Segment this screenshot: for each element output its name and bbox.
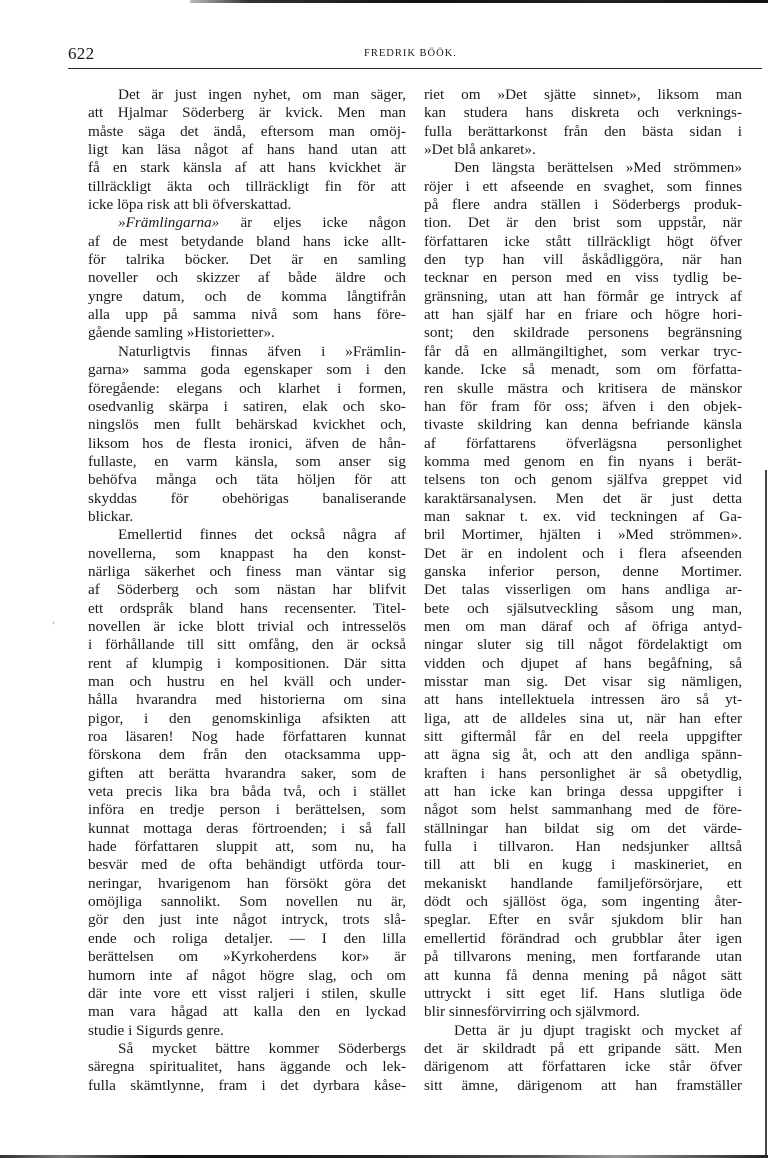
text-line: Detta är ju djupt tragiskt och mycket af bbox=[454, 1021, 742, 1039]
text-line: ställningar han bildat sig om det värde- bbox=[424, 819, 742, 837]
text-line: neringar, hvarigenom han försökt göra det bbox=[88, 874, 406, 892]
text-line: att ägna sig åt, och att den andliga spänn- bbox=[424, 746, 742, 764]
text-line: att kunna få denna mening på något sätt bbox=[424, 966, 742, 984]
text-column-right bbox=[424, 86, 742, 1095]
text-line: ganska inferior person, denne Mortimer. bbox=[424, 562, 742, 580]
text-line: på tillvarons mening, men fortfarande utan bbox=[424, 948, 742, 966]
text-line: man vara hågad att kalla den en lyckad bbox=[88, 1003, 406, 1021]
running-head: FREDRIK BÖÖK. bbox=[364, 48, 457, 59]
text-line: kraften i hans personlighet är så obetydlig, bbox=[424, 764, 742, 782]
text-line: mekaniskt handlande familjeförsörjare, ett bbox=[424, 874, 742, 892]
text-line: Emellertid finnes det också några af bbox=[118, 526, 406, 544]
text-line: fulla skämtlynne, fram i det dyrbara kåse- bbox=[88, 1076, 406, 1094]
text-line: där inte vore ett visst raljeri i stilen, skulle bbox=[88, 984, 406, 1002]
text-line: berättelsen om »Kyrkoherdens kor» är bbox=[88, 948, 406, 966]
text-line: det är skildradt på ett gripande sätt. Men bbox=[424, 1039, 742, 1057]
text-line: rent af klumpig i kompositionen. Där sitta bbox=[88, 654, 406, 672]
text-line: att hans intellektuela intressen äro så yt- bbox=[424, 691, 742, 709]
text-line: veta precis lika bra båda två, och i stället bbox=[88, 783, 406, 801]
text-line: osedvanlig skärpa i satiren, elak och sko- bbox=[88, 397, 406, 415]
text-line: omöjliga sannolikt. Som novellen nu är, bbox=[88, 893, 406, 911]
margin-mark: ‹ bbox=[52, 618, 55, 627]
text-line: tivaste skildring kan denna befriande känsla bbox=[424, 416, 742, 434]
text-line: sont; den skildrade personens begränsning bbox=[424, 324, 742, 342]
text-line: kan studera hans diskreta och verknings- bbox=[424, 104, 742, 122]
text-line: till att bli en kugg i maskineriet, en bbox=[424, 856, 742, 874]
text-line: riet om »Det sjätte sinnet», liksom man bbox=[424, 86, 742, 103]
text-line: noveller och skizzer af både äldre och bbox=[88, 269, 406, 287]
text-line bbox=[88, 214, 406, 232]
text-line: något som helst sammanhang med de före- bbox=[424, 801, 742, 819]
text-line: alla upp på samma nivå som hans före- bbox=[88, 306, 406, 324]
page-header bbox=[68, 44, 762, 64]
text-line: fulla i tillvaron. Han nedsjunker alltså bbox=[424, 838, 742, 856]
text-line: att Hjalmar Söderberg är kvick. Men man bbox=[88, 104, 406, 122]
text-line: ett ordspråk bland hans recensenter. Titel- bbox=[88, 599, 406, 617]
text-line: behöfva många och täta höljen för att bbox=[88, 471, 406, 489]
scan-edge-top bbox=[190, 0, 768, 3]
text-line: misstar man sig. Det visar sig nämligen, bbox=[424, 673, 742, 690]
text-line: karaktärsanalysen. Men det är just detta bbox=[424, 489, 742, 507]
text-line: skyddas för obehörigas banaliserande bbox=[88, 489, 406, 507]
text-line: bril Mortimer, hjälten i »Med strömmen». bbox=[424, 526, 742, 544]
text-line: studie i Sigurds genre. bbox=[88, 1021, 224, 1039]
text-line: Så mycket bättre kommer Söderbergs bbox=[118, 1039, 406, 1057]
text-line: tillräckligt äkta och tillräckligt fin för att bbox=[88, 177, 406, 195]
page-number: 622 bbox=[68, 44, 95, 63]
text-line: tion. Det är den brist som uppstår, när bbox=[424, 214, 742, 232]
text-line: roa läsaren! Nog hade författaren kunnat bbox=[88, 728, 406, 746]
text-line: Naturligtvis finnas äfven i »Främlin- bbox=[118, 342, 406, 360]
text-line: man saknar t. ex. vid teckningen af Ga- bbox=[424, 507, 742, 525]
text-line: måste säga det ändå, eftersom man omöj- bbox=[88, 122, 406, 140]
text-line: giften att berätta hvarandra saker, som de bbox=[88, 764, 406, 782]
text-line: komma med genom en fin nyans i berät- bbox=[424, 452, 742, 470]
text-line: Den längsta berättelsen »Med strömmen» bbox=[454, 159, 742, 177]
text-line: ren skulle mästra och kritisera de mänskor bbox=[424, 379, 742, 397]
text-line: hålla hvarandra med historierna om sina bbox=[88, 691, 406, 709]
text-line: vidden och djupet af hans begåfning, så bbox=[424, 654, 742, 672]
text-line: kunnat mottaga deras förtroenden; i så fall bbox=[88, 819, 406, 837]
text-column-left bbox=[88, 86, 406, 1095]
text-line: införa en tredje person i berättelsen, som bbox=[88, 801, 406, 819]
text-line: liga, att de alldeles sina ut, när han efter bbox=[424, 709, 742, 727]
text-line: kande. Icke så menadt, som om författa- bbox=[424, 361, 742, 379]
header-rule bbox=[68, 68, 762, 69]
text-line: han för fram för oss; äfven i den objek- bbox=[424, 397, 742, 415]
text-line: bete och själsutveckling såsom ung man, bbox=[424, 599, 742, 617]
text-line: fulla berättarkonst från den bästa sidan i bbox=[424, 122, 742, 140]
text-line: af de mest betydande bland hans icke allt- bbox=[88, 232, 406, 250]
text-line: säregna spiritualitet, hans äggande och lek- bbox=[88, 1058, 406, 1076]
text-line: fullaste, en varm känsla, som anser sig bbox=[88, 452, 406, 470]
text-line: Det talas visserligen om hans andliga ar- bbox=[424, 581, 742, 599]
text-line: ligt kan läsa något af hans hand utan att bbox=[88, 141, 406, 159]
text-line: ningslös men fullt behärskad kvickhet och, bbox=[88, 416, 406, 434]
text-line: speglar. Efter en svår sjukdom blir han bbox=[424, 911, 742, 929]
text-line: liksom hos de flesta ironici, äfven de hån- bbox=[88, 434, 406, 452]
text-line: föregående: elegans och klarhet i formen, bbox=[88, 379, 406, 397]
text-line: får då en allmängiltighet, som verkar tryc- bbox=[424, 342, 742, 360]
text-line: »Det blå ankaret». bbox=[424, 141, 536, 159]
text-line: yngre datum, och de komma långtifrån bbox=[88, 287, 406, 305]
text-line: garna» samma goda egenskaper som i den bbox=[88, 361, 406, 379]
text-line: sitt ämne, därigenom att han framställer bbox=[424, 1076, 742, 1094]
text-line: man och hustru en hel kväll och under- bbox=[88, 673, 406, 690]
text-line: dödt och själlöst öga, som ingenting åter- bbox=[424, 893, 742, 911]
text-line: hade författaren sluppit att, som nu, ha bbox=[88, 838, 406, 856]
text-line: att han själf har en friare och högre hori- bbox=[424, 306, 742, 324]
text-line: gående samling »Historietter». bbox=[88, 324, 275, 342]
text-line: humorn inte af något högre slag, och om bbox=[88, 966, 406, 984]
text-line: emellertid förändrad och grubblar åter igen bbox=[424, 929, 742, 947]
text-line: röjer i ett afseende en svaghet, som finnes bbox=[424, 177, 742, 195]
text-line: af författarens öfverlägsna personlighet bbox=[424, 434, 742, 452]
text-line: icke löpa risk att bli öfverskattad. bbox=[88, 196, 292, 214]
text-line: gör den just inte något intryck, trots slå- bbox=[88, 911, 406, 929]
text-line: Det är en indolent och i flera afseenden bbox=[424, 544, 742, 562]
text-line: besvär med de ofta behändigt utförda tour- bbox=[88, 856, 406, 874]
text-line: att han icke kan bringa dessa uppgifter i bbox=[424, 783, 742, 801]
text-line: af Söderberg och som nästan har blifvit bbox=[88, 581, 406, 599]
text-line: i förhållande till sitt omfång, den är också bbox=[88, 636, 406, 654]
text-line: telsens ton och genom själfva greppet vid bbox=[424, 471, 742, 489]
text-line: Det är just ingen nyhet, om man säger, bbox=[118, 86, 406, 103]
text-line: uttryckt i sitt eget lif. Hans slutliga öde bbox=[424, 984, 742, 1002]
text-line: sitt giftermål får en del reela uppgifter bbox=[424, 728, 742, 746]
text-line: därigenom att författaren icke står öfver bbox=[424, 1058, 742, 1076]
text-line: gränsning, utan att han förmår ge intryck af bbox=[424, 287, 742, 305]
text-line: blir sinnesförvirring och självmord. bbox=[424, 1003, 640, 1021]
text-line: novellerna, som knappast ha den konst- bbox=[88, 544, 406, 562]
text-line: närliga säkerhet och finess man väntar sig bbox=[88, 562, 406, 580]
italic-title: »Främlingarna» bbox=[118, 214, 220, 232]
text-fragment: är eljes icke någon bbox=[219, 214, 406, 232]
text-line: ende och roliga detaljer. — I den lilla bbox=[88, 929, 406, 947]
text-line: ningar sluter sig till något fördelaktigt om bbox=[424, 636, 742, 654]
text-line: författaren icke stått tillräckligt högt öfver bbox=[424, 232, 742, 250]
text-line: för talrika böcker. Det är en samling bbox=[88, 251, 406, 269]
text-line: men om man däraf och af öfriga antyd- bbox=[424, 617, 742, 635]
text-line: på flere andra ställen i Söderbergs produk- bbox=[424, 196, 742, 214]
text-line: förskona dem från den otacksamma upp- bbox=[88, 746, 406, 764]
text-line: tecknar en person med en viss tydlig be- bbox=[424, 269, 742, 287]
text-line: novellen är icke blott trivial och intresselös bbox=[88, 617, 406, 635]
text-line: blickar. bbox=[88, 507, 134, 525]
text-line: få en stark känsla af att hans kvickhet är bbox=[88, 159, 406, 177]
text-line: den typ han vill åskådliggöra, när han bbox=[424, 251, 742, 269]
scan-edge-right bbox=[765, 470, 767, 1158]
text-line: pigor, i den genomskinliga afsikten att bbox=[88, 709, 406, 727]
